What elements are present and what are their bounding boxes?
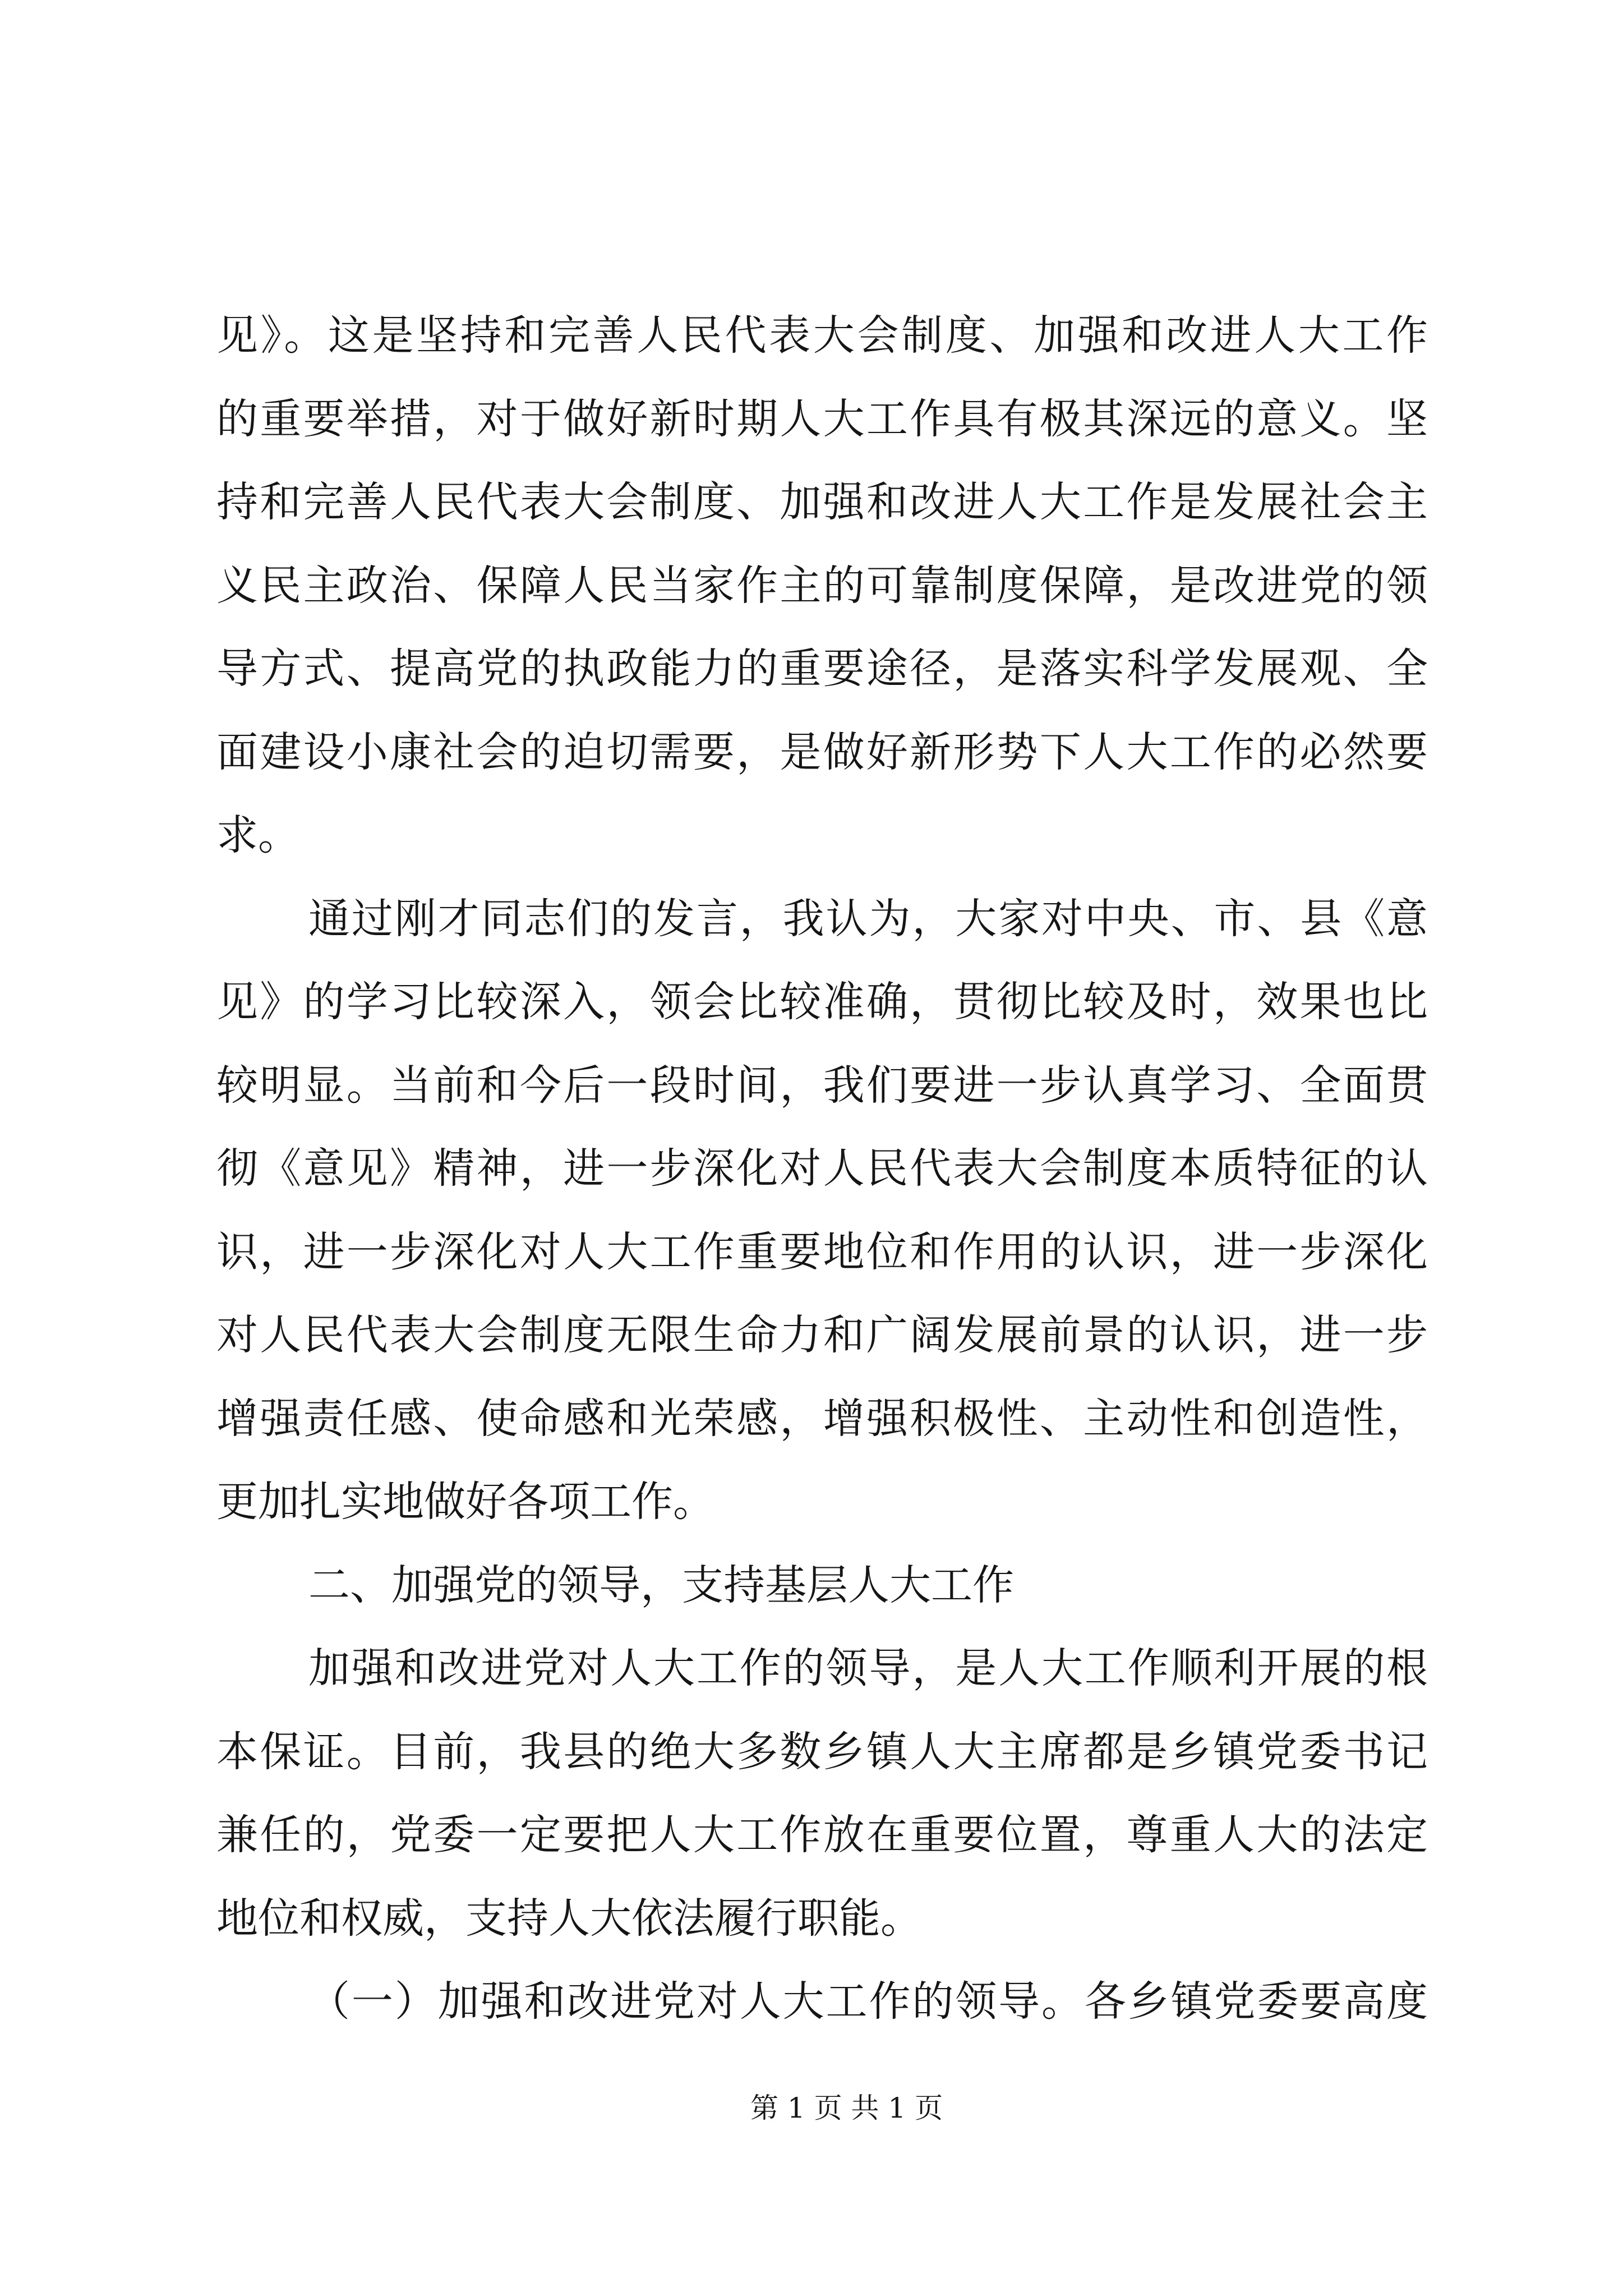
text-line: 义民主政治、保障人民当家作主的可靠制度保障，是改进党的领 <box>216 561 1428 610</box>
text-line: 持和完善人民代表大会制度、加强和改进人大工作是发展社会主 <box>216 478 1428 526</box>
text-line: 求。 <box>216 811 299 859</box>
section-heading <box>216 1544 1428 1627</box>
text-line: 的重要举措，对于做好新时期人大工作具有极其深远的意义。坚 <box>216 394 1428 443</box>
text-line: 地位和权威，支持人大依法履行职能。 <box>216 1894 922 1943</box>
text-line: 面建设小康社会的迫切需要，是做好新形势下人大工作的必然要 <box>216 728 1428 776</box>
text-line: 增强责任感、使命感和光荣感，增强积极性、主动性和创造性， <box>216 1394 1428 1443</box>
document-body <box>216 294 1428 2044</box>
text-line: 更加扎实地做好各项工作。 <box>216 1478 714 1526</box>
text-line: 彻《意见》精神，进一步深化对人民代表大会制度本质特征的认 <box>216 1144 1428 1193</box>
paragraph <box>216 877 1428 1544</box>
text-line: 对人民代表大会制度无限生命力和广阔发展前景的认识，进一步 <box>216 1311 1428 1359</box>
paragraph <box>216 1627 1428 1960</box>
heading-line: 二、加强党的领导，支持基层人大工作 <box>308 1561 1014 1609</box>
text-line: 见》的学习比较深入，领会比较准确，贯彻比较及时，效果也比 <box>216 978 1428 1026</box>
text-line: 兼任的，党委一定要把人大工作放在重要位置，尊重人大的法定 <box>216 1811 1428 1859</box>
text-line: （一）加强和改进党对人大工作的领导。各乡镇党委要高度 <box>308 1977 1428 2026</box>
text-line: 较明显。当前和今后一段时间，我们要进一步认真学习、全面贯 <box>216 1061 1428 1110</box>
text-line: 本保证。目前，我县的绝大多数乡镇人大主席都是乡镇党委书记 <box>216 1727 1428 1776</box>
text-line: 加强和改进党对人大工作的领导，是人大工作顺利开展的根 <box>308 1644 1428 1692</box>
text-line: 导方式、提高党的执政能力的重要途径，是落实科学发展观、全 <box>216 645 1428 693</box>
paragraph <box>216 1960 1428 2044</box>
text-line: 识，进一步深化对人大工作重要地位和作用的认识，进一步深化 <box>216 1227 1428 1276</box>
text-line: 通过刚才同志们的发言，我认为，大家对中央、市、县《意 <box>308 894 1428 943</box>
page-number-footer: 第 1 页 共 1 页 <box>750 2092 943 2124</box>
paragraph <box>216 294 1428 877</box>
text-line: 见》。这是坚持和完善人民代表大会制度、加强和改进人大工作 <box>216 311 1428 360</box>
